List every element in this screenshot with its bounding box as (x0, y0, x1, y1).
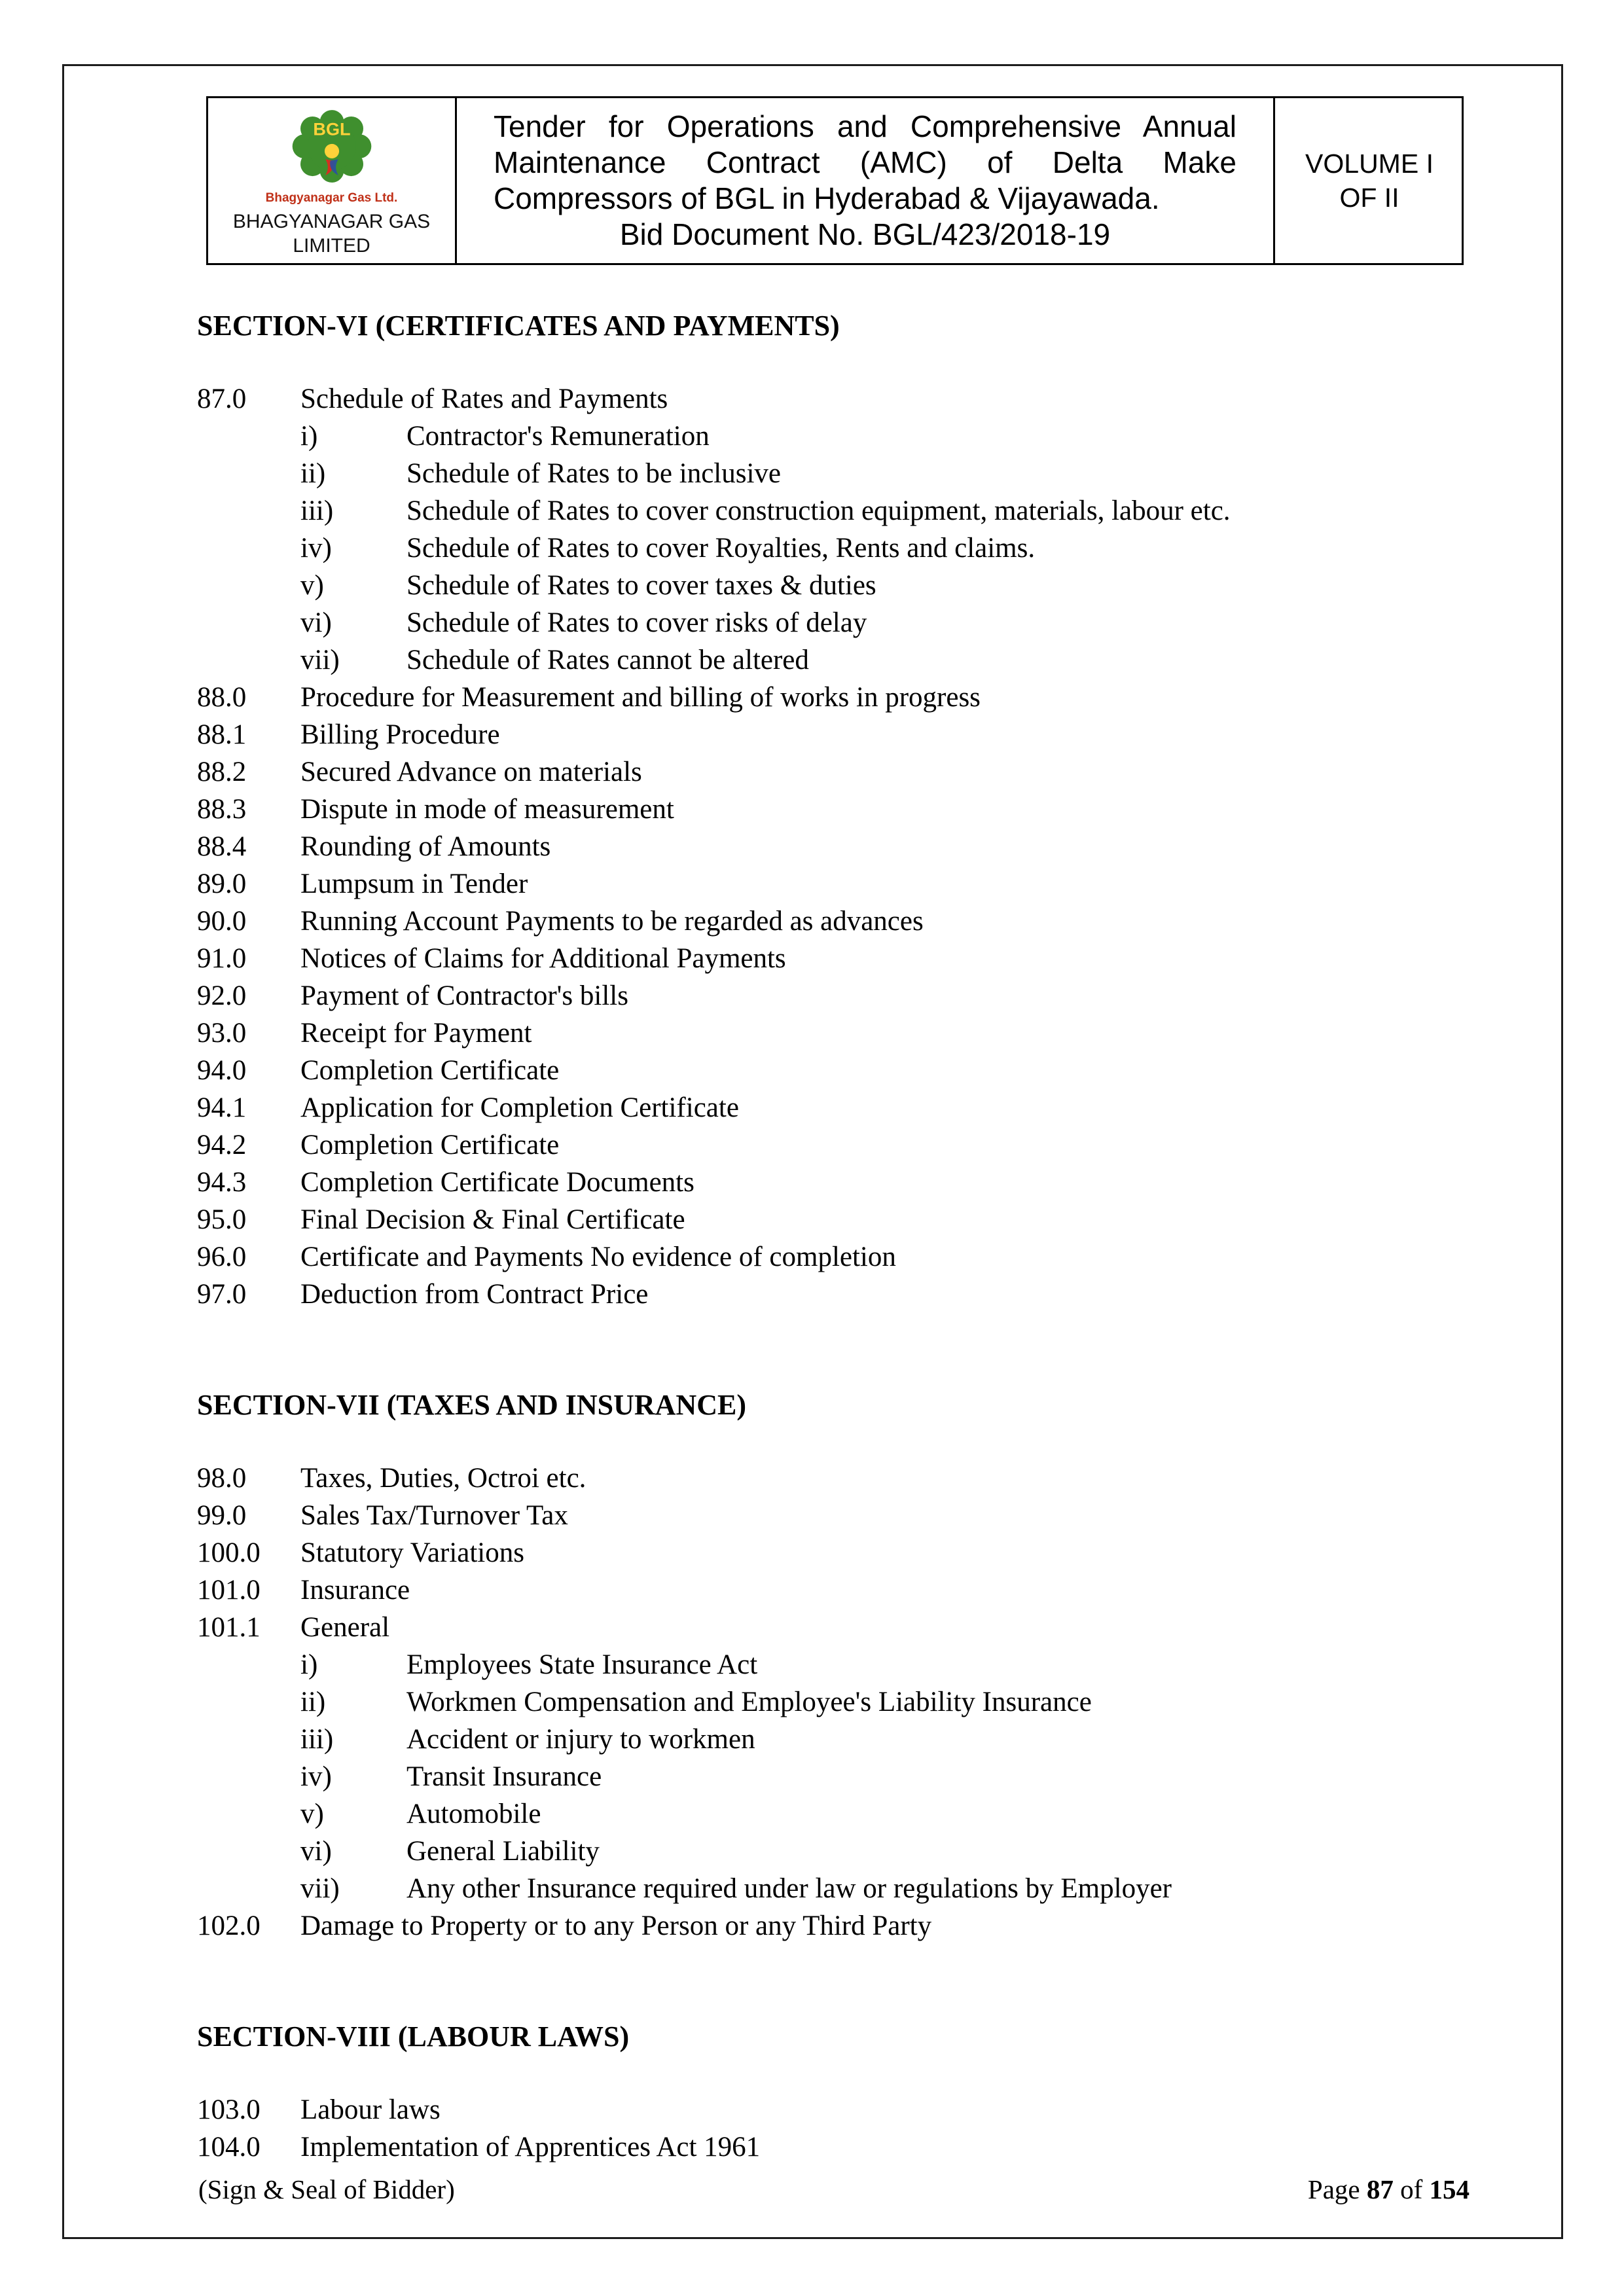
toc-item (197, 903, 1496, 940)
toc-section (197, 2018, 1496, 2166)
item-number: 95.0 (197, 1204, 247, 1235)
item-text: Billing Procedure (300, 719, 500, 750)
toc-subitem (197, 567, 1496, 604)
item-number: 88.4 (197, 831, 247, 862)
item-text: Insurance (300, 1575, 410, 1605)
toc-section (197, 1386, 1496, 1945)
item-text: General (300, 1612, 390, 1643)
toc-item (197, 865, 1496, 903)
volume-line1: VOLUME I (1305, 149, 1434, 179)
item-number: 94.0 (197, 1055, 247, 1086)
item-text: Dispute in mode of measurement (300, 794, 674, 825)
item-number: ii) (300, 458, 326, 489)
item-text: Schedule of Rates to cover taxes & duties (406, 570, 876, 601)
sign-seal-note: (Sign & Seal of Bidder) (198, 2174, 455, 2204)
toc-item (197, 679, 1496, 716)
item-text: Contractor's Remuneration (406, 421, 710, 452)
toc-subitem (197, 1721, 1496, 1758)
org-name (233, 209, 430, 258)
item-text: Rounding of Amounts (300, 831, 551, 862)
toc-item (197, 1238, 1496, 1276)
page-current: 87 (1366, 2174, 1394, 2204)
item-text: Secured Advance on materials (300, 757, 642, 787)
item-text: Completion Certificate (300, 1130, 560, 1160)
toc-subitem (197, 641, 1496, 679)
item-text: Schedule of Rates and Payments (300, 384, 668, 414)
toc-item (197, 828, 1496, 865)
item-text: Schedule of Rates to cover construction equipment, materials, labour etc. (406, 495, 1231, 526)
toc-subitem (197, 1683, 1496, 1721)
toc-item (197, 1201, 1496, 1238)
item-text: Accident or injury to workmen (406, 1724, 755, 1755)
toc-section (197, 307, 1496, 1313)
toc-item (197, 2128, 1496, 2166)
item-number: i) (300, 421, 318, 452)
item-number: 89.0 (197, 869, 247, 899)
toc-subitem (197, 1795, 1496, 1833)
org-name-line2: LIMITED (293, 235, 370, 257)
header-table (206, 96, 1464, 265)
item-number: 103.0 (197, 2094, 261, 2125)
item-number: 88.3 (197, 794, 247, 825)
page-footer (198, 2173, 1470, 2206)
toc-item (197, 380, 1496, 418)
item-number: vi) (300, 1836, 332, 1867)
of-word: of (1400, 2174, 1423, 2204)
item-text: Transit Insurance (406, 1761, 602, 1792)
item-text: Implementation of Apprentices Act 1961 (300, 2132, 761, 2162)
toc-item (197, 1907, 1496, 1945)
item-number: vii) (300, 1873, 340, 1904)
item-text: Procedure for Measurement and billing of works in progress (300, 682, 981, 713)
item-number: 87.0 (197, 384, 247, 414)
item-number: vii) (300, 645, 340, 675)
item-text: Workmen Compensation and Employee's Liability Insurance (406, 1687, 1092, 1717)
toc-item (197, 1052, 1496, 1089)
toc-item (197, 1089, 1496, 1126)
toc-item (197, 1014, 1496, 1052)
svg-text:BGL: BGL (312, 118, 351, 139)
toc-item (197, 977, 1496, 1014)
item-text: Sales Tax/Turnover Tax (300, 1500, 568, 1531)
item-text: Damage to Property or to any Person or any Third Party (300, 1910, 932, 1941)
item-number: iv) (300, 1761, 332, 1792)
tender-title: Tender for Operations and Comprehensive Annual Maintenance Contract (AMC) of Delta Make Compressors of BGL in Hyderabad & Vijayawada. (494, 109, 1236, 215)
toc-item (197, 753, 1496, 791)
item-text: Notices of Claims for Additional Payments (300, 943, 786, 974)
item-number: v) (300, 1799, 324, 1829)
item-number: 92.0 (197, 980, 247, 1011)
item-text: Automobile (406, 1799, 541, 1829)
toc-item (197, 1497, 1496, 1534)
toc-subitem (197, 604, 1496, 641)
volume-cell (1275, 98, 1464, 263)
item-number: 88.0 (197, 682, 247, 713)
item-text: Certificate and Payments No evidence of completion (300, 1242, 896, 1272)
item-number: 101.1 (197, 1612, 261, 1643)
item-number: iii) (300, 1724, 334, 1755)
item-number: 101.0 (197, 1575, 261, 1605)
item-number: ii) (300, 1687, 326, 1717)
toc-subitem (197, 529, 1496, 567)
item-number: 94.1 (197, 1092, 247, 1123)
toc-subitem (197, 492, 1496, 529)
item-number: 90.0 (197, 906, 247, 937)
toc-subitem (197, 1833, 1496, 1870)
item-text: Schedule of Rates to be inclusive (406, 458, 781, 489)
item-text: Labour laws (300, 2094, 441, 2125)
volume-line2: OF II (1339, 183, 1399, 213)
item-number: 93.0 (197, 1018, 247, 1049)
item-text: Schedule of Rates to cover risks of delay (406, 607, 867, 638)
item-text: Receipt for Payment (300, 1018, 532, 1049)
item-text: Completion Certificate (300, 1055, 560, 1086)
toc-item (197, 1571, 1496, 1609)
item-text: Employees State Insurance Act (406, 1649, 758, 1680)
page-total: 154 (1429, 2174, 1470, 2204)
toc-item (197, 716, 1496, 753)
title-cell (457, 98, 1275, 263)
item-number: 96.0 (197, 1242, 247, 1272)
toc-subitem (197, 455, 1496, 492)
toc-subitem (197, 418, 1496, 455)
toc-subitem (197, 1646, 1496, 1683)
item-text: Taxes, Duties, Octroi etc. (300, 1463, 586, 1494)
toc-item (197, 791, 1496, 828)
item-text: Application for Completion Certificate (300, 1092, 739, 1123)
item-number: 88.1 (197, 719, 247, 750)
toc-item (197, 1276, 1496, 1313)
item-number: v) (300, 570, 324, 601)
item-number: vi) (300, 607, 332, 638)
page-number (1308, 2173, 1470, 2206)
toc-item (197, 1534, 1496, 1571)
page-border-frame (62, 64, 1563, 2239)
item-text: General Liability (406, 1836, 600, 1867)
item-number: 94.3 (197, 1167, 247, 1198)
item-number: iii) (300, 495, 334, 526)
bid-document-number: Bid Document No. BGL/423/2018-19 (619, 217, 1111, 251)
item-number: 100.0 (197, 1537, 261, 1568)
item-text: Payment of Contractor's bills (300, 980, 628, 1011)
item-text: Running Account Payments to be regarded as advances (300, 906, 924, 937)
org-name-line1: BHAGYANAGAR GAS (232, 211, 431, 232)
item-text: Any other Insurance required under law or regulations by Employer (406, 1873, 1172, 1904)
toc-sections (197, 307, 1496, 2166)
page-content (64, 66, 1561, 2237)
item-number: 94.2 (197, 1130, 247, 1160)
toc-item (197, 940, 1496, 977)
section-heading: SECTION-VI (CERTIFICATES AND PAYMENTS) (197, 310, 840, 342)
section-heading: SECTION-VII (TAXES AND INSURANCE) (197, 1389, 746, 1421)
item-text: Deduction from Contract Price (300, 1279, 649, 1310)
item-number: 98.0 (197, 1463, 247, 1494)
item-number: 88.2 (197, 757, 247, 787)
item-number: 97.0 (197, 1279, 247, 1310)
item-text: Lumpsum in Tender (300, 869, 528, 899)
item-text: Final Decision & Final Certificate (300, 1204, 685, 1235)
toc-item (197, 2091, 1496, 2128)
toc-item (197, 1609, 1496, 1646)
item-number: 91.0 (197, 943, 247, 974)
toc-item (197, 1460, 1496, 1497)
toc-item (197, 1126, 1496, 1164)
item-number: 99.0 (197, 1500, 247, 1531)
logo-tagline: Bhagyanagar Gas Ltd. (265, 191, 398, 205)
page-word: Page (1307, 2174, 1360, 2204)
item-text: Schedule of Rates to cover Royalties, Rents and claims. (406, 533, 1036, 564)
item-number: 102.0 (197, 1910, 261, 1941)
item-text: Completion Certificate Documents (300, 1167, 695, 1198)
toc-subitem (197, 1758, 1496, 1795)
bgl-logo-icon (283, 106, 381, 190)
section-heading: SECTION-VIII (LABOUR LAWS) (197, 2020, 630, 2053)
item-number: 104.0 (197, 2132, 261, 2162)
toc-subitem (197, 1870, 1496, 1907)
item-text: Statutory Variations (300, 1537, 524, 1568)
toc-item (197, 1164, 1496, 1201)
item-text: Schedule of Rates cannot be altered (406, 645, 809, 675)
item-number: iv) (300, 533, 332, 564)
logo-cell (208, 98, 457, 263)
item-number: i) (300, 1649, 318, 1680)
